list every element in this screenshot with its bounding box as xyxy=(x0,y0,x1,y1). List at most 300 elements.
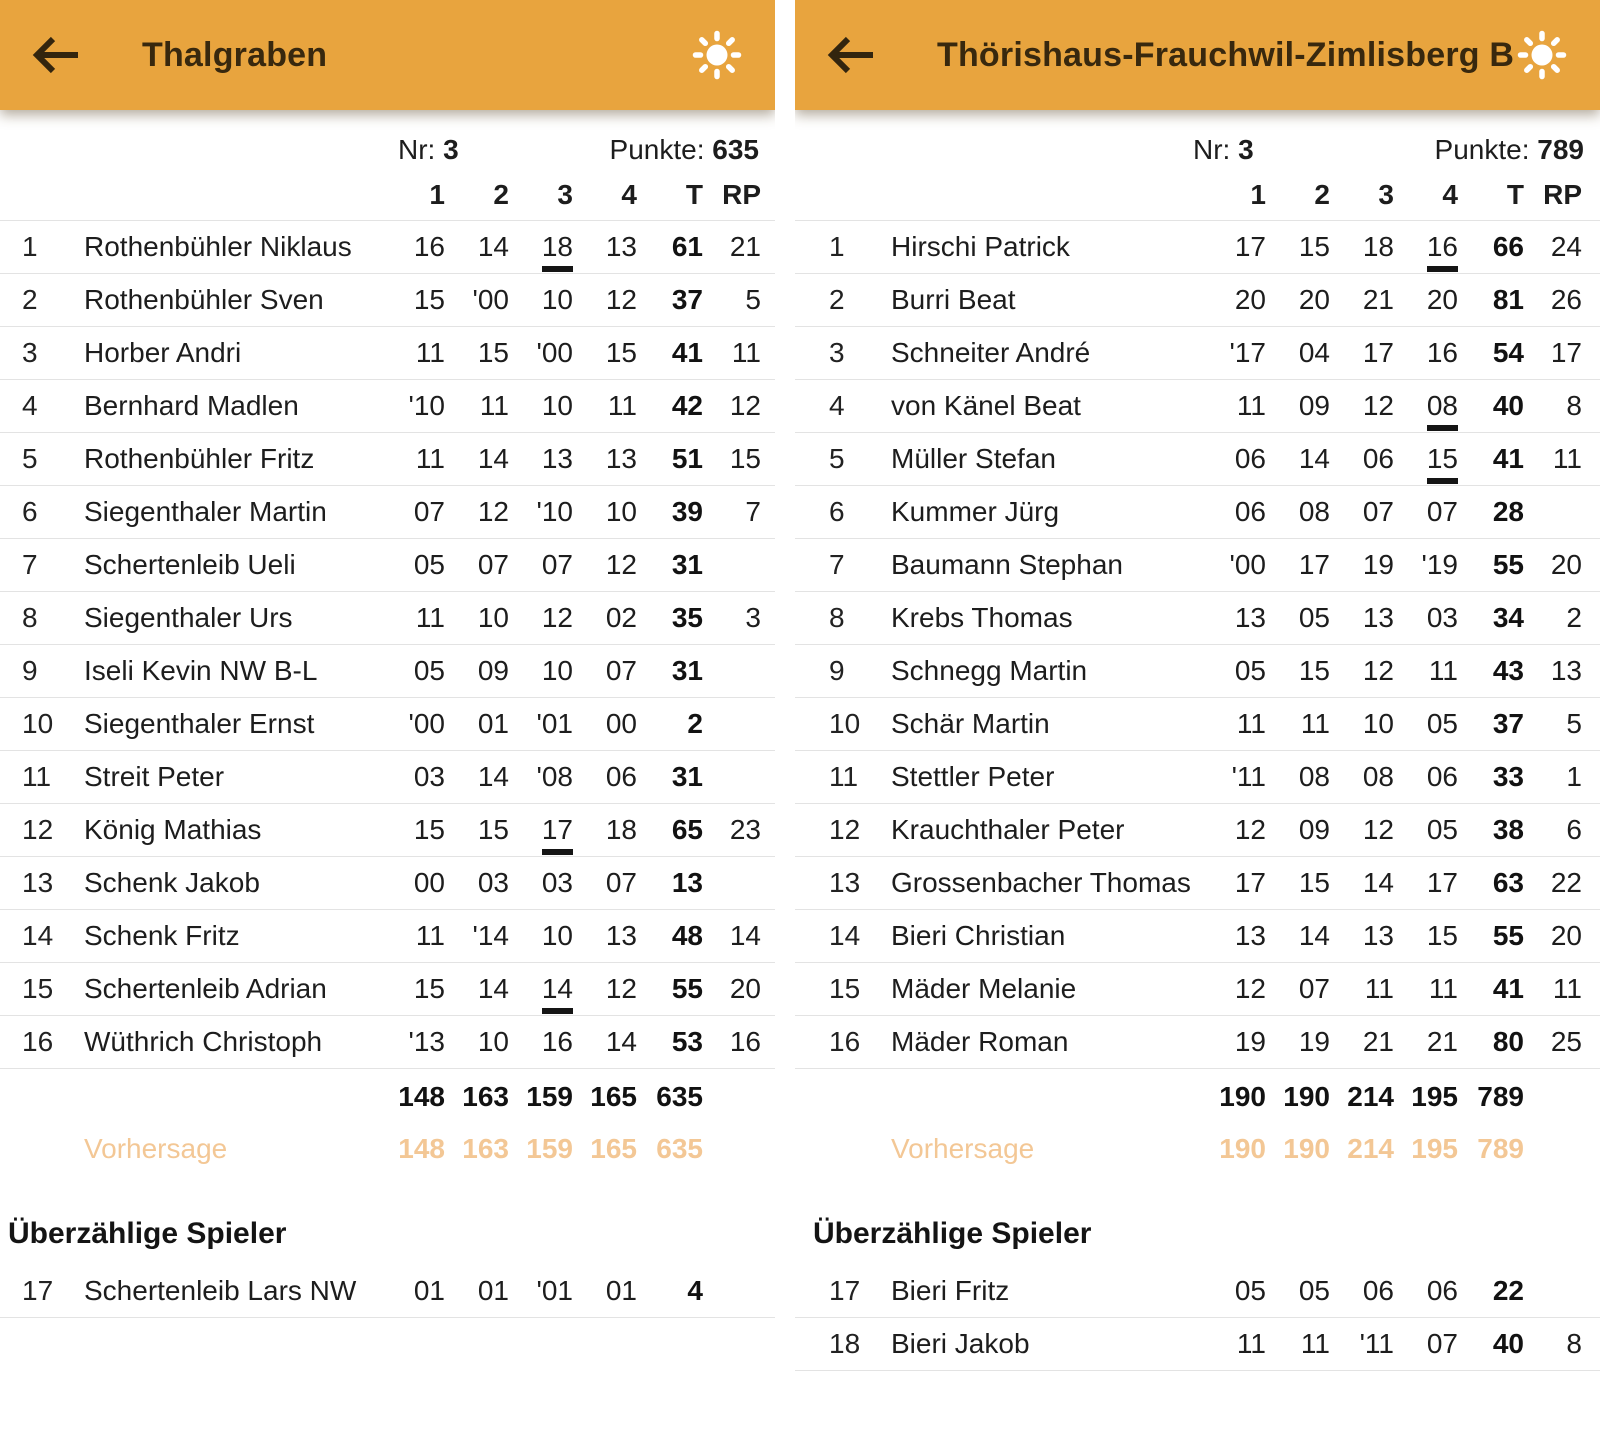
player-rp: 11 xyxy=(1552,443,1582,474)
forecast-value: 195 xyxy=(1411,1133,1458,1164)
player-rank: 10 xyxy=(829,708,861,739)
player-rp: 8 xyxy=(1566,390,1582,421)
player-total: 63 xyxy=(1492,867,1524,898)
series-score: 17 xyxy=(1298,549,1330,580)
series-score: 09 xyxy=(1298,390,1330,421)
series-score: 03 xyxy=(477,867,509,898)
player-row[interactable] xyxy=(795,538,1600,591)
player-rp: 20 xyxy=(729,973,761,1004)
forecast-label: Vorhersage xyxy=(84,1133,228,1164)
series-score: 17 xyxy=(1234,231,1266,262)
series-score: 11 xyxy=(479,390,509,421)
series-score: 10 xyxy=(541,284,573,315)
sheet-info-row xyxy=(0,110,775,166)
series-score: 10 xyxy=(541,655,573,686)
player-total: 31 xyxy=(671,761,703,792)
player-total: 34 xyxy=(1492,602,1524,633)
series-score: 08 xyxy=(1427,390,1458,431)
series-score: 08 xyxy=(1298,761,1330,792)
player-total: 55 xyxy=(671,973,703,1004)
player-rank: 12 xyxy=(22,814,54,845)
player-rp: 1 xyxy=(1566,761,1582,792)
player-row[interactable] xyxy=(795,1015,1600,1068)
series-score: '00 xyxy=(536,337,573,368)
player-total: 41 xyxy=(671,337,703,368)
total-series: 148 xyxy=(398,1081,445,1112)
sun-icon xyxy=(1517,30,1567,80)
forecast-row xyxy=(795,1123,1600,1175)
player-rank: 4 xyxy=(22,390,38,421)
player-total: 80 xyxy=(1492,1026,1524,1057)
series-score: 15 xyxy=(1298,867,1330,898)
player-total: 22 xyxy=(1492,1275,1524,1306)
column-header: 1 xyxy=(1250,179,1266,210)
series-score: 05 xyxy=(413,655,445,686)
series-score: 11 xyxy=(1236,708,1266,739)
extra-players-heading: Überzählige Spieler xyxy=(8,1217,287,1250)
series-score: 06 xyxy=(1426,1275,1458,1306)
player-total: 55 xyxy=(1492,920,1524,951)
series-score: 09 xyxy=(477,655,509,686)
player-row[interactable] xyxy=(0,326,775,379)
series-score: 13 xyxy=(1362,602,1394,633)
sheet-number: Nr: 3 xyxy=(1193,134,1254,165)
series-score: 07 xyxy=(477,549,509,580)
player-row[interactable] xyxy=(795,962,1600,1015)
player-total: 41 xyxy=(1492,443,1524,474)
series-score: 02 xyxy=(605,602,637,633)
player-rank: 6 xyxy=(829,496,845,527)
player-rank: 16 xyxy=(22,1026,54,1057)
player-rank: 15 xyxy=(22,973,54,1004)
series-score: '00 xyxy=(472,284,509,315)
series-score: '10 xyxy=(408,390,445,421)
player-total: 55 xyxy=(1492,549,1524,580)
series-score: 05 xyxy=(1426,708,1458,739)
series-score: 07 xyxy=(605,655,637,686)
player-row[interactable] xyxy=(0,909,775,962)
player-row[interactable] xyxy=(0,856,775,909)
series-score: 13 xyxy=(1362,920,1394,951)
forecast-value: 190 xyxy=(1219,1133,1266,1164)
player-rank: 4 xyxy=(829,390,845,421)
series-score: 12 xyxy=(541,602,573,633)
player-rp: 5 xyxy=(1566,708,1582,739)
series-score: 11 xyxy=(1364,973,1394,1004)
player-name: Rothenbühler Fritz xyxy=(84,443,315,474)
series-score: 12 xyxy=(1362,390,1394,421)
totals-row xyxy=(0,1071,775,1123)
player-rp: 25 xyxy=(1550,1026,1582,1057)
player-total: 43 xyxy=(1492,655,1524,686)
series-score: 00 xyxy=(605,708,637,739)
series-score: 12 xyxy=(1362,814,1394,845)
series-score: 07 xyxy=(1362,496,1394,527)
player-row[interactable] xyxy=(0,697,775,750)
player-row[interactable] xyxy=(795,697,1600,750)
series-score: 06 xyxy=(1362,443,1394,474)
series-score: 13 xyxy=(605,443,637,474)
player-total: 13 xyxy=(671,867,703,898)
series-score: '08 xyxy=(536,761,573,792)
player-row[interactable] xyxy=(795,220,1600,273)
series-score: 11 xyxy=(415,920,445,951)
player-rank: 10 xyxy=(22,708,54,739)
series-score: 16 xyxy=(413,231,445,262)
player-rp: 22 xyxy=(1550,867,1582,898)
column-header: T xyxy=(685,179,703,210)
series-score: 20 xyxy=(1234,284,1266,315)
player-row[interactable] xyxy=(795,1265,1600,1318)
player-rp: 24 xyxy=(1550,231,1582,262)
player-name: Krebs Thomas xyxy=(891,602,1073,633)
total-series: 190 xyxy=(1219,1081,1266,1112)
player-row[interactable] xyxy=(0,379,775,432)
player-rank: 2 xyxy=(829,284,845,315)
column-header-row xyxy=(0,170,775,220)
player-rp: 6 xyxy=(1566,814,1582,845)
series-score: 16 xyxy=(1427,231,1458,272)
series-score: 10 xyxy=(541,920,573,951)
series-score: 10 xyxy=(477,1026,509,1057)
player-rank: 15 xyxy=(829,973,861,1004)
series-score: '13 xyxy=(408,1026,445,1057)
player-rank: 17 xyxy=(22,1275,54,1306)
column-header: T xyxy=(1506,179,1524,210)
player-name: Mäder Melanie xyxy=(891,973,1077,1004)
player-rank: 7 xyxy=(22,549,38,580)
player-name: Kummer Jürg xyxy=(891,496,1060,527)
player-name: Hirschi Patrick xyxy=(891,231,1070,262)
player-total: 42 xyxy=(671,390,703,421)
series-score: 14 xyxy=(605,1026,637,1057)
total-series: 163 xyxy=(462,1081,509,1112)
team-points: Punkte: 635 xyxy=(609,134,759,165)
player-rank: 9 xyxy=(22,655,38,686)
series-score: 11 xyxy=(415,602,445,633)
series-score: 18 xyxy=(1362,231,1394,262)
series-score: 19 xyxy=(1234,1026,1266,1057)
series-score: '00 xyxy=(408,708,445,739)
team-points: Punkte: 789 xyxy=(1434,134,1584,165)
series-score: 05 xyxy=(1234,655,1266,686)
player-rp: 7 xyxy=(745,496,761,527)
player-row[interactable] xyxy=(0,538,775,591)
brightness-toggle-button[interactable] xyxy=(1514,27,1570,83)
series-score: 14 xyxy=(477,231,509,262)
player-name: Baumann Stephan xyxy=(891,549,1123,580)
series-score: 10 xyxy=(1362,708,1394,739)
player-row[interactable] xyxy=(0,273,775,326)
player-name: von Känel Beat xyxy=(891,390,1081,421)
page-title: Thörishaus-Frauchwil-Zimlisberg B xyxy=(937,35,1514,74)
player-total: 40 xyxy=(1492,1328,1524,1359)
series-score: 05 xyxy=(1426,814,1458,845)
player-rp: 3 xyxy=(745,602,761,633)
player-name: Schär Martin xyxy=(891,708,1050,739)
player-name: Wüthrich Christoph xyxy=(84,1026,323,1057)
player-rp: 14 xyxy=(729,920,761,951)
player-rank: 9 xyxy=(829,655,845,686)
series-score: 05 xyxy=(413,549,445,580)
series-score: 11 xyxy=(1236,1328,1266,1359)
player-rank: 11 xyxy=(829,761,859,792)
team-score-panel xyxy=(795,0,1600,1440)
series-score: 15 xyxy=(1298,231,1330,262)
player-name: Schnegg Martin xyxy=(891,655,1088,686)
column-header: RP xyxy=(1543,179,1582,210)
player-row[interactable] xyxy=(0,1265,775,1318)
player-name: Stettler Peter xyxy=(891,761,1055,792)
player-rank: 5 xyxy=(22,443,38,474)
player-rp: 16 xyxy=(729,1026,761,1057)
series-score: 17 xyxy=(542,814,573,855)
series-score: 01 xyxy=(413,1275,445,1306)
series-score: 10 xyxy=(605,496,637,527)
player-rp: 5 xyxy=(745,284,761,315)
player-rp: 21 xyxy=(729,231,761,262)
player-row[interactable] xyxy=(795,803,1600,856)
series-score: 14 xyxy=(542,973,573,1014)
player-rp: 20 xyxy=(1550,920,1582,951)
brightness-toggle-button[interactable] xyxy=(689,27,745,83)
series-score: 10 xyxy=(477,602,509,633)
player-row[interactable] xyxy=(795,273,1600,326)
forecast-value: 190 xyxy=(1283,1133,1330,1164)
forecast-label: Vorhersage xyxy=(891,1133,1035,1164)
series-score: '19 xyxy=(1421,549,1458,580)
series-score: 11 xyxy=(415,337,445,368)
series-score: 15 xyxy=(477,814,509,845)
player-name: Schertenleib Adrian xyxy=(84,973,327,1004)
player-name: Burri Beat xyxy=(891,284,1016,315)
player-rp: 12 xyxy=(729,390,761,421)
player-row[interactable] xyxy=(0,803,775,856)
app-bar xyxy=(795,0,1600,110)
column-header-row xyxy=(795,170,1600,220)
page-title: Thalgraben xyxy=(142,35,328,74)
back-button[interactable] xyxy=(28,27,84,83)
player-total: 61 xyxy=(671,231,703,262)
series-score: 13 xyxy=(1234,920,1266,951)
total-overall: 635 xyxy=(656,1081,703,1112)
player-row[interactable] xyxy=(0,220,775,273)
player-name: Schertenleib Ueli xyxy=(84,549,296,580)
player-name: Bieri Jakob xyxy=(891,1328,1030,1359)
column-header: 2 xyxy=(493,179,509,210)
series-score: 15 xyxy=(1427,443,1458,484)
arrow-left-icon xyxy=(30,34,82,76)
total-series: 195 xyxy=(1411,1081,1458,1112)
forecast-value: 148 xyxy=(398,1133,445,1164)
series-score: 08 xyxy=(1298,496,1330,527)
player-total: 48 xyxy=(671,920,703,951)
player-total: 51 xyxy=(671,443,703,474)
player-row[interactable] xyxy=(0,1015,775,1068)
player-row[interactable] xyxy=(0,644,775,697)
series-score: 13 xyxy=(605,231,637,262)
player-rp: 11 xyxy=(731,337,761,368)
series-score: 12 xyxy=(1362,655,1394,686)
series-score: 19 xyxy=(1298,1026,1330,1057)
arrow-left-icon xyxy=(825,34,877,76)
series-score: 11 xyxy=(1300,708,1330,739)
player-total: 38 xyxy=(1492,814,1524,845)
series-score: 11 xyxy=(1428,655,1458,686)
player-total: 39 xyxy=(671,496,703,527)
series-score: '14 xyxy=(472,920,509,951)
series-score: 21 xyxy=(1362,1026,1394,1057)
total-overall: 789 xyxy=(1477,1081,1524,1112)
player-total: 65 xyxy=(671,814,703,845)
series-score: 20 xyxy=(1298,284,1330,315)
player-row[interactable] xyxy=(0,591,775,644)
series-score: 03 xyxy=(413,761,445,792)
player-name: Müller Stefan xyxy=(891,443,1056,474)
player-name: Iseli Kevin NW B-L xyxy=(84,655,318,686)
player-row[interactable] xyxy=(795,644,1600,697)
sun-icon xyxy=(692,30,742,80)
series-score: 14 xyxy=(477,761,509,792)
series-score: 14 xyxy=(1298,443,1330,474)
series-score: '01 xyxy=(536,1275,573,1306)
series-score: 05 xyxy=(1298,602,1330,633)
player-total: 81 xyxy=(1492,284,1524,315)
series-score: '10 xyxy=(536,496,573,527)
series-score: 13 xyxy=(1234,602,1266,633)
team-score-panel xyxy=(0,0,775,1440)
series-score: 15 xyxy=(477,337,509,368)
player-total: 4 xyxy=(687,1275,703,1306)
player-rank: 8 xyxy=(22,602,38,633)
column-header: 3 xyxy=(557,179,573,210)
player-total: 33 xyxy=(1492,761,1524,792)
player-row[interactable] xyxy=(0,750,775,803)
player-total: 66 xyxy=(1492,231,1524,262)
player-rp: 8 xyxy=(1566,1328,1582,1359)
series-score: 09 xyxy=(1298,814,1330,845)
series-score: '00 xyxy=(1229,549,1266,580)
player-list xyxy=(0,220,775,1069)
series-score: 16 xyxy=(1426,337,1458,368)
series-score: '11 xyxy=(1231,761,1266,792)
series-score: 01 xyxy=(477,1275,509,1306)
extra-player-list xyxy=(795,1265,1600,1371)
series-score: 17 xyxy=(1234,867,1266,898)
forecast-value: 163 xyxy=(462,1133,509,1164)
player-name: Streit Peter xyxy=(84,761,225,792)
player-total: 28 xyxy=(1492,496,1524,527)
extra-players-heading: Überzählige Spieler xyxy=(813,1217,1092,1250)
player-name: Horber Andri xyxy=(84,337,242,368)
player-name: Bernhard Madlen xyxy=(84,390,299,421)
player-row[interactable] xyxy=(795,1318,1600,1371)
series-score: 11 xyxy=(415,443,445,474)
player-row[interactable] xyxy=(795,909,1600,962)
series-score: 13 xyxy=(605,920,637,951)
series-score: 06 xyxy=(605,761,637,792)
series-score: 12 xyxy=(605,284,637,315)
series-score: 13 xyxy=(541,443,573,474)
player-total: 31 xyxy=(671,655,703,686)
player-row[interactable] xyxy=(795,485,1600,538)
series-score: 21 xyxy=(1362,284,1394,315)
player-rank: 7 xyxy=(829,549,845,580)
player-row[interactable] xyxy=(795,432,1600,485)
player-row[interactable] xyxy=(0,432,775,485)
series-score: 21 xyxy=(1426,1026,1458,1057)
player-rank: 18 xyxy=(829,1328,861,1359)
player-rank: 14 xyxy=(22,920,54,951)
series-score: 11 xyxy=(1236,390,1266,421)
series-score: 15 xyxy=(605,337,637,368)
player-row[interactable] xyxy=(0,485,775,538)
series-score: 16 xyxy=(541,1026,573,1057)
player-name: Bieri Christian xyxy=(891,920,1066,951)
totals-row xyxy=(795,1071,1600,1123)
player-row[interactable] xyxy=(0,962,775,1015)
player-total: 2 xyxy=(687,708,703,739)
player-row[interactable] xyxy=(795,379,1600,432)
player-total: 35 xyxy=(671,602,703,633)
player-row[interactable] xyxy=(795,750,1600,803)
app-bar xyxy=(0,0,775,110)
player-row[interactable] xyxy=(795,591,1600,644)
player-total: 54 xyxy=(1492,337,1524,368)
forecast-value: 165 xyxy=(590,1133,637,1164)
series-score: 12 xyxy=(605,549,637,580)
player-rank: 1 xyxy=(22,231,38,262)
player-total: 40 xyxy=(1492,390,1524,421)
forecast-value: 789 xyxy=(1477,1133,1524,1164)
player-rank: 6 xyxy=(22,496,38,527)
series-score: 12 xyxy=(605,973,637,1004)
series-score: 12 xyxy=(477,496,509,527)
column-header: 1 xyxy=(429,179,445,210)
series-score: 06 xyxy=(1426,761,1458,792)
column-header: 4 xyxy=(1442,179,1458,210)
player-rank: 17 xyxy=(829,1275,861,1306)
player-rank: 3 xyxy=(22,337,38,368)
forecast-row xyxy=(0,1123,775,1175)
back-button[interactable] xyxy=(823,27,879,83)
player-rank: 13 xyxy=(22,867,54,898)
player-rank: 11 xyxy=(22,761,52,792)
series-score: 12 xyxy=(1234,973,1266,1004)
player-row[interactable] xyxy=(795,856,1600,909)
series-score: 17 xyxy=(1362,337,1394,368)
series-score: 07 xyxy=(541,549,573,580)
series-score: 11 xyxy=(607,390,637,421)
player-rp: 23 xyxy=(729,814,761,845)
player-rp: 15 xyxy=(729,443,761,474)
player-rp: 11 xyxy=(1552,973,1582,1004)
series-score: 10 xyxy=(541,390,573,421)
series-score: 05 xyxy=(1234,1275,1266,1306)
series-score: 14 xyxy=(1362,867,1394,898)
series-score: 15 xyxy=(413,814,445,845)
sheet-info-row xyxy=(795,110,1600,166)
column-header: 2 xyxy=(1314,179,1330,210)
player-row[interactable] xyxy=(795,326,1600,379)
forecast-value: 635 xyxy=(656,1133,703,1164)
total-series: 190 xyxy=(1283,1081,1330,1112)
player-total: 37 xyxy=(1492,708,1524,739)
series-score: 14 xyxy=(477,443,509,474)
forecast-value: 159 xyxy=(526,1133,573,1164)
series-score: 07 xyxy=(1426,496,1458,527)
series-score: 20 xyxy=(1426,284,1458,315)
